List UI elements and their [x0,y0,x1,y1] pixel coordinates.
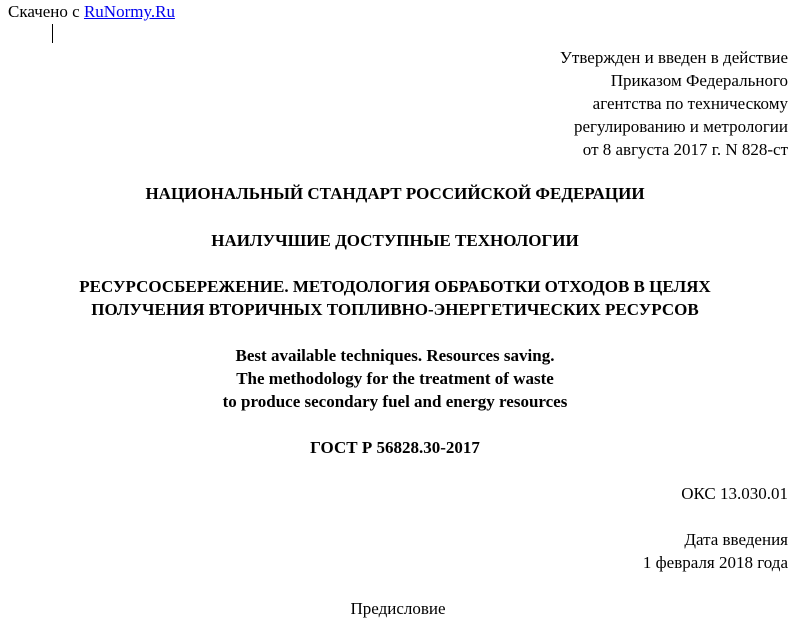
title-english-line: The methodology for the treatment of waste [236,369,554,388]
title-main [0,275,790,321]
runormy-link[interactable]: RuNormy.Ru [83,2,175,21]
gost-number [0,436,790,459]
text-cursor [52,24,53,43]
approval-line: от 8 августа 2017 г. N 828-ст [582,140,788,159]
approval-block [560,46,788,161]
intro-date-block [643,528,788,574]
approval-line: Утвержден и введен в действие [559,48,788,67]
approval-line: агентства по техническому [592,94,788,113]
title-national-standard [0,182,790,205]
intro-date-value: 1 февраля 2018 года [642,553,788,572]
title-main-line: ПОЛУЧЕНИЯ ВТОРИЧНЫХ ТОПЛИВНО-ЭНЕРГЕТИЧЕСКИХ РЕСУРСОВ [91,300,699,319]
title-english [0,344,790,413]
title-english-line: Best available techniques. Resources saving. [235,346,555,365]
approval-line: регулированию и метрологии [573,117,788,136]
foreword-heading: Предисловие [350,599,446,618]
intro-date-label: Дата введения [684,530,788,549]
title-bat-text: НАИЛУЧШИЕ ДОСТУПНЫЕ ТЕХНОЛОГИИ [211,231,579,250]
approval-line: Приказом Федерального [610,71,788,90]
title-main-line: РЕСУРСОСБЕРЕЖЕНИЕ. МЕТОДОЛОГИЯ ОБРАБОТКИ ОТХОДОВ В ЦЕЛЯХ [79,277,711,296]
source-prefix: Скачено с [8,2,80,21]
gost-number-text: ГОСТ Р 56828.30-2017 [310,438,480,457]
source-line [8,0,175,23]
oks-code: ОКС 13.030.01 [681,484,788,503]
title-national-text: НАЦИОНАЛЬНЫЙ СТАНДАРТ РОССИЙСКОЙ ФЕДЕРАЦИИ [145,184,645,203]
title-english-line: to produce secondary fuel and energy resources [222,392,568,411]
title-best-available-techniques [0,229,790,252]
